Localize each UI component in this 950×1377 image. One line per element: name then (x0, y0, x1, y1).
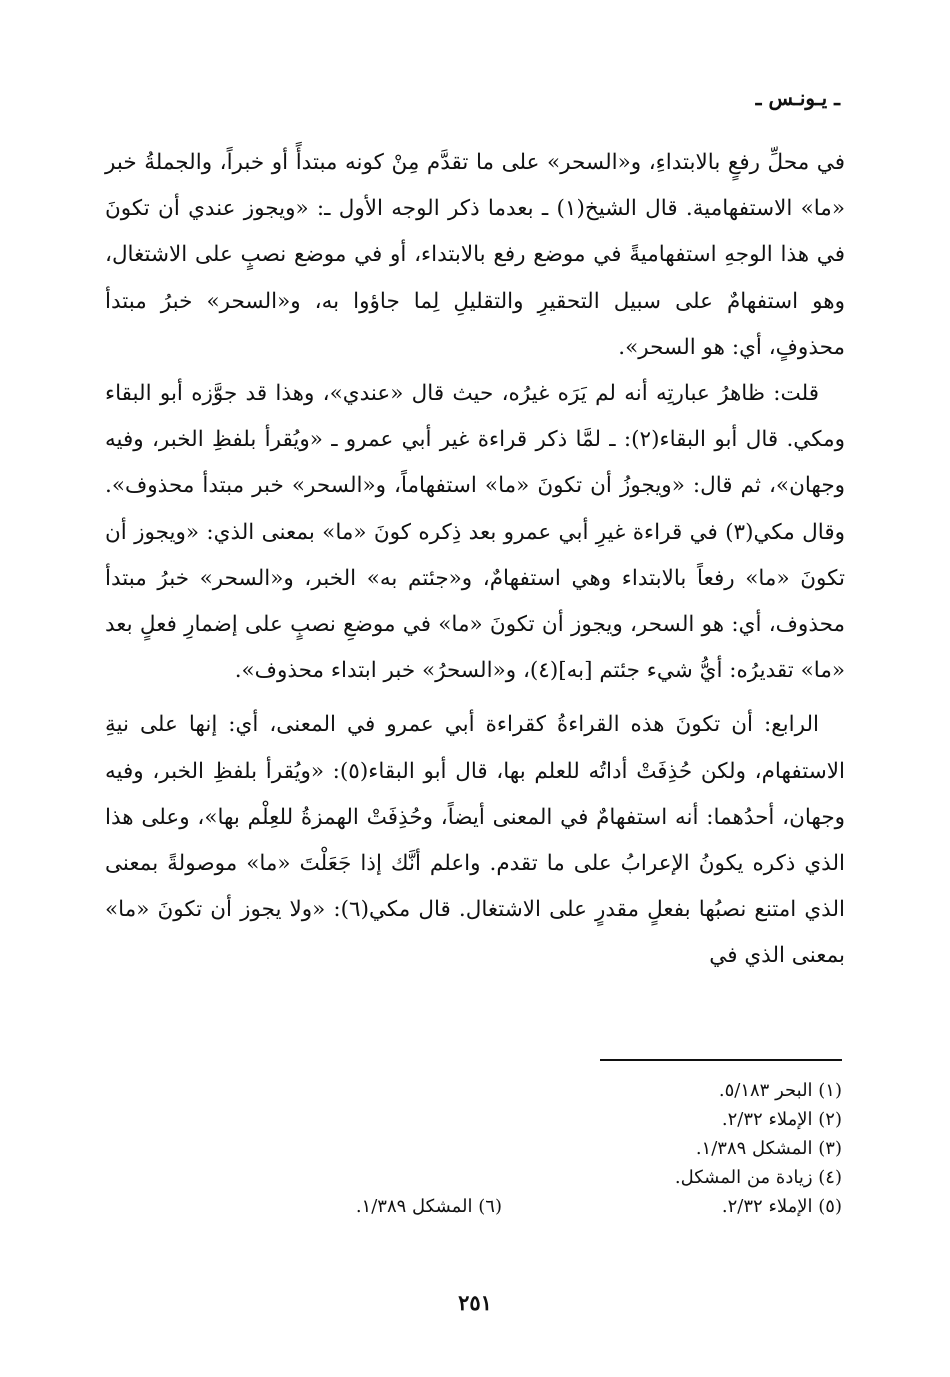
running-header: ـ يـونـس ـ (755, 86, 840, 110)
paragraph: الرابع: أن تكونَ هذه القراءةُ كقراءة أبي عمرو في المعنى، أي: إنها على نيةِ الاستفهام، ولكن حُذِفَتْ أداتُه للعلم بها، قال أبو البقاء(٥): «ويُقرأ بلفظِ الخبر، وفيه وجهان، أحدُهما: أنه استفهامٌ في المعنى أيضاً، وحُذِفَتْ الهمزةُ للعِلْم بها»، وعلى هذا الذي ذكره يكونُ الإعرابُ على ما تقدم. واعلم أنَّك إذا جَعَلْتَ «ما» موصولةً بمعنى الذي امتنع نصبُها بفعلٍ مقدرٍ على الاشتغال. قال مكي(٦): «ولا يجوز أن تكونَ «ما» بمعنى الذي في (105, 712, 845, 969)
footnote: (٥) الإملاء ٢/٣٢. (721, 1196, 842, 1217)
footnote: (٦) المشكل ١/٣٨٩. (355, 1196, 502, 1217)
footnote: (٤) زيادة من المشكل. (674, 1167, 842, 1188)
footnote-divider (600, 1059, 842, 1061)
paragraph: في محلِّ رفعٍ بالابتداءِ، و«السحر» على ما تقدَّم مِنْ كونه مبتدأً أو خبراً، والجملةُ خبر «ما» الاستفهامية. قال الشيخ(١) ـ بعدما ذكر الوجه الأول ـ: «ويجوز عندي أن تكونَ في هذا الوجهِ استفهاميةً في موضع رفع بالابتداء، أو في موضع نصبٍ على الاشتغال، وهو استفهامٌ على سبيل التحقيرِ والتقليلِ لِما جاؤوا به، و«السحر» خبرُ مبتدأ محذوفٍ، أي: هو السحر». (105, 150, 845, 360)
page-number: ٢٥١ (458, 1290, 492, 1315)
footnotes (105, 1076, 842, 1221)
footnote: (١) البحر ٥/١٨٣. (718, 1080, 842, 1101)
paragraph: قلت: ظاهرُ عبارتِه أنه لم يَرَه غيرُه، حيث قال «عندي»، وهذا قد جوَّزه أبو البقاء ومكي. قال أبو البقاء(٢): ـ لمَّا ذكر قراءة غير أبي عمرو ـ «ويُقرأ بلفظِ الخبر، وفيه وجهان»، ثم قال: «ويجوزُ أن تكونَ «ما» استفهاماً، و«السحر» خبر مبتدأ محذوف». وقال مكي(٣) في قراءة غيرِ أبي عمرو بعد ذِكره كونَ «ما» بمعنى الذي: «ويجوز أن تكونَ «ما» رفعاً بالابتداء وهي استفهامٌ، و«جئتم به» الخبر، و«السحر» خبرُ مبتدأ محذوف، أي: هو السحر، ويجوز أن تكونَ «ما» في موضعِ نصبٍ على إضمارِ فعلٍ بعد «ما» تقديرُه: أيُّ شيء جئتم [به](٤)، و«السحرُ» خبر ابتداء محذوف». (105, 381, 845, 684)
footnote: (٣) المشكل ١/٣٨٩. (695, 1138, 842, 1159)
footnote: (٢) الإملاء ٢/٣٢. (721, 1109, 842, 1130)
body-text (105, 140, 845, 980)
